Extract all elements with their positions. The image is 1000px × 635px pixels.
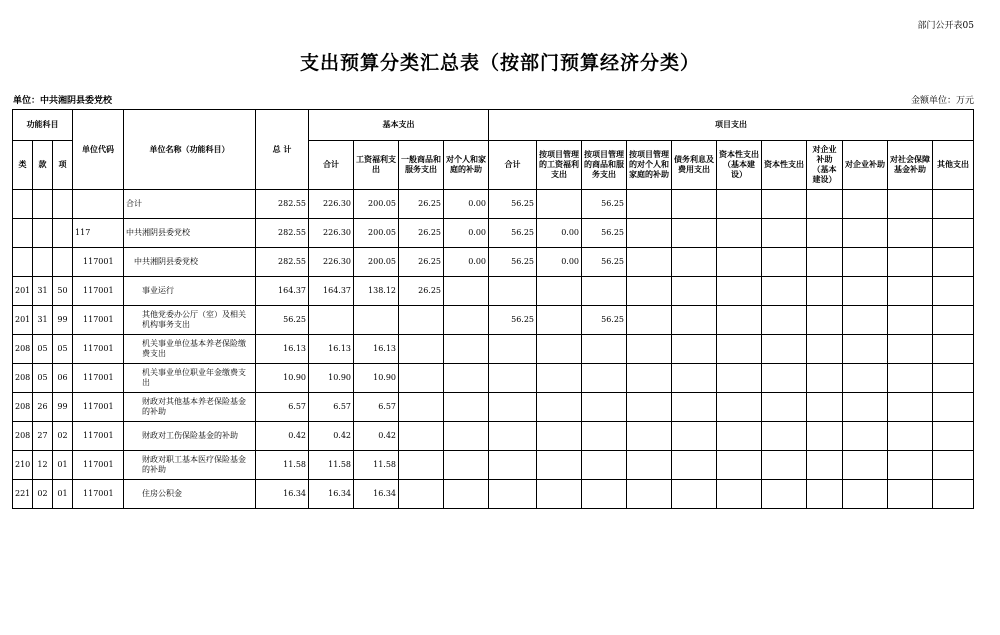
project-col-header: 对社会保障基金补助 bbox=[888, 141, 933, 190]
project-value-cell: 0.00 bbox=[537, 248, 582, 277]
unit-name-header: 单位名称（功能科目） bbox=[124, 110, 256, 190]
project-value-cell bbox=[627, 219, 672, 248]
xiang-cell: 99 bbox=[53, 393, 73, 422]
project-value-cell bbox=[888, 451, 933, 480]
basic-value-cell bbox=[444, 480, 489, 509]
basic-value-cell: 0.00 bbox=[444, 248, 489, 277]
basic-value-cell bbox=[399, 422, 444, 451]
unit-code-cell: 117001 bbox=[73, 277, 124, 306]
unit-name-cell: 事业运行 bbox=[124, 277, 256, 306]
project-value-cell bbox=[537, 335, 582, 364]
basic-value-cell: 200.05 bbox=[354, 190, 399, 219]
total-cell: 282.55 bbox=[256, 248, 309, 277]
project-value-cell bbox=[489, 451, 537, 480]
project-value-cell bbox=[807, 248, 843, 277]
project-col-header: 合计 bbox=[489, 141, 537, 190]
xiang-cell bbox=[53, 248, 73, 277]
project-value-cell bbox=[537, 393, 582, 422]
unit-code-cell: 117001 bbox=[73, 306, 124, 335]
project-value-cell bbox=[843, 480, 888, 509]
project-value-cell bbox=[888, 219, 933, 248]
project-value-cell bbox=[762, 393, 807, 422]
project-value-cell bbox=[933, 219, 974, 248]
xiang-cell: 01 bbox=[53, 480, 73, 509]
project-value-cell bbox=[717, 393, 762, 422]
table-row bbox=[13, 277, 974, 306]
unit-name-cell: 机关事业单位基本养老保险缴费支出 bbox=[124, 335, 256, 364]
unit-code-cell: 117001 bbox=[73, 451, 124, 480]
project-value-cell bbox=[489, 364, 537, 393]
project-value-cell bbox=[672, 451, 717, 480]
xiang-cell: 05 bbox=[53, 335, 73, 364]
basic-value-cell bbox=[444, 277, 489, 306]
kuan-cell bbox=[33, 248, 53, 277]
unit-code-cell: 117001 bbox=[73, 422, 124, 451]
total-cell: 0.42 bbox=[256, 422, 309, 451]
project-value-cell bbox=[843, 248, 888, 277]
project-value-cell bbox=[582, 393, 627, 422]
basic-value-cell: 11.58 bbox=[354, 451, 399, 480]
project-value-cell bbox=[627, 480, 672, 509]
project-value-cell bbox=[672, 364, 717, 393]
project-value-cell bbox=[717, 306, 762, 335]
kuan-cell: 31 bbox=[33, 306, 53, 335]
project-value-cell bbox=[537, 451, 582, 480]
project-value-cell bbox=[933, 480, 974, 509]
unit-label: 单位：中共湘阴县委党校 bbox=[13, 96, 113, 106]
table-row bbox=[13, 248, 974, 277]
project-value-cell bbox=[672, 190, 717, 219]
project-value-cell bbox=[762, 451, 807, 480]
project-value-cell: 0.00 bbox=[537, 219, 582, 248]
project-value-cell bbox=[888, 422, 933, 451]
project-value-cell bbox=[672, 277, 717, 306]
basic-value-cell bbox=[399, 451, 444, 480]
project-value-cell bbox=[843, 277, 888, 306]
unit-code-cell: 117001 bbox=[73, 248, 124, 277]
project-value-cell bbox=[717, 248, 762, 277]
basic-value-cell: 26.25 bbox=[399, 248, 444, 277]
project-value-cell bbox=[627, 248, 672, 277]
basic-value-cell: 226.30 bbox=[309, 248, 354, 277]
unit-name-cell: 财政对职工基本医疗保险基金的补助 bbox=[124, 451, 256, 480]
project-value-cell bbox=[933, 335, 974, 364]
unit-name-cell: 合计 bbox=[124, 190, 256, 219]
project-value-cell bbox=[843, 190, 888, 219]
kuan-cell: 02 bbox=[33, 480, 53, 509]
project-value-cell bbox=[537, 190, 582, 219]
table-row bbox=[13, 480, 974, 509]
unit-code-cell: 117001 bbox=[73, 480, 124, 509]
project-value-cell bbox=[672, 248, 717, 277]
unit-name-cell: 财政对其他基本养老保险基金的补助 bbox=[124, 393, 256, 422]
project-value-cell bbox=[717, 219, 762, 248]
project-expense-header: 项目支出 bbox=[489, 110, 974, 141]
xiang-cell: 99 bbox=[53, 306, 73, 335]
basic-value-cell: 226.30 bbox=[309, 219, 354, 248]
project-value-cell bbox=[672, 393, 717, 422]
project-value-cell bbox=[762, 306, 807, 335]
basic-value-cell bbox=[399, 364, 444, 393]
unit-code-cell: 117001 bbox=[73, 393, 124, 422]
project-value-cell bbox=[888, 364, 933, 393]
project-value-cell bbox=[807, 277, 843, 306]
project-value-cell bbox=[489, 393, 537, 422]
project-value-cell bbox=[627, 306, 672, 335]
total-cell: 282.55 bbox=[256, 219, 309, 248]
project-value-cell bbox=[807, 306, 843, 335]
total-header: 总 计 bbox=[256, 110, 309, 190]
project-col-header: 对企业补助 bbox=[843, 141, 888, 190]
kuan-cell: 05 bbox=[33, 335, 53, 364]
unit-code-header: 单位代码 bbox=[73, 110, 124, 190]
basic-value-cell: 10.90 bbox=[309, 364, 354, 393]
basic-value-cell: 26.25 bbox=[399, 277, 444, 306]
lei-cell bbox=[13, 248, 33, 277]
basic-value-cell: 138.12 bbox=[354, 277, 399, 306]
project-value-cell bbox=[489, 277, 537, 306]
xiang-header: 项 bbox=[53, 141, 73, 190]
xiang-cell bbox=[53, 190, 73, 219]
project-value-cell bbox=[582, 364, 627, 393]
total-cell: 10.90 bbox=[256, 364, 309, 393]
total-cell: 282.55 bbox=[256, 190, 309, 219]
project-col-header: 资本性支出 bbox=[762, 141, 807, 190]
total-cell: 11.58 bbox=[256, 451, 309, 480]
basic-value-cell: 16.13 bbox=[354, 335, 399, 364]
project-value-cell bbox=[933, 364, 974, 393]
project-value-cell bbox=[888, 335, 933, 364]
project-value-cell bbox=[537, 422, 582, 451]
total-cell: 16.34 bbox=[256, 480, 309, 509]
project-value-cell bbox=[843, 451, 888, 480]
project-value-cell bbox=[627, 422, 672, 451]
basic-value-cell: 10.90 bbox=[354, 364, 399, 393]
project-value-cell bbox=[717, 451, 762, 480]
project-value-cell bbox=[888, 248, 933, 277]
basic-value-cell: 164.37 bbox=[309, 277, 354, 306]
lei-cell: 201 bbox=[13, 306, 33, 335]
project-value-cell bbox=[933, 422, 974, 451]
project-value-cell bbox=[672, 422, 717, 451]
project-value-cell bbox=[762, 219, 807, 248]
kuan-cell: 27 bbox=[33, 422, 53, 451]
kuan-cell: 31 bbox=[33, 277, 53, 306]
project-value-cell bbox=[807, 451, 843, 480]
project-value-cell bbox=[843, 219, 888, 248]
project-value-cell bbox=[807, 190, 843, 219]
basic-value-cell: 200.05 bbox=[354, 248, 399, 277]
basic-value-cell bbox=[444, 451, 489, 480]
basic-value-cell: 16.34 bbox=[354, 480, 399, 509]
project-value-cell bbox=[807, 393, 843, 422]
xiang-cell: 01 bbox=[53, 451, 73, 480]
project-value-cell bbox=[807, 364, 843, 393]
project-value-cell bbox=[489, 480, 537, 509]
basic-value-cell: 0.00 bbox=[444, 219, 489, 248]
unit-code-cell: 117001 bbox=[73, 364, 124, 393]
xiang-cell: 50 bbox=[53, 277, 73, 306]
project-value-cell bbox=[933, 190, 974, 219]
project-value-cell bbox=[933, 277, 974, 306]
kuan-header: 款 bbox=[33, 141, 53, 190]
unit-code-cell: 117 bbox=[73, 219, 124, 248]
project-value-cell: 56.25 bbox=[489, 248, 537, 277]
basic-value-cell: 226.30 bbox=[309, 190, 354, 219]
basic-value-cell: 6.57 bbox=[354, 393, 399, 422]
project-value-cell bbox=[888, 190, 933, 219]
project-value-cell bbox=[627, 277, 672, 306]
basic-expense-header: 基本支出 bbox=[309, 110, 489, 141]
kuan-cell bbox=[33, 190, 53, 219]
basic-col-header: 一般商品和服务支出 bbox=[399, 141, 444, 190]
project-value-cell bbox=[537, 306, 582, 335]
lei-cell: 221 bbox=[13, 480, 33, 509]
project-value-cell bbox=[489, 422, 537, 451]
project-value-cell bbox=[537, 364, 582, 393]
project-value-cell bbox=[672, 335, 717, 364]
basic-value-cell bbox=[444, 393, 489, 422]
unit-name-cell: 机关事业单位职业年金缴费支出 bbox=[124, 364, 256, 393]
project-value-cell: 56.25 bbox=[489, 190, 537, 219]
basic-col-header: 合计 bbox=[309, 141, 354, 190]
table-row bbox=[13, 335, 974, 364]
project-value-cell bbox=[627, 451, 672, 480]
project-value-cell bbox=[843, 364, 888, 393]
project-value-cell bbox=[762, 277, 807, 306]
project-value-cell bbox=[717, 335, 762, 364]
unit-name-cell: 中共湘阴县委党校 bbox=[124, 248, 256, 277]
project-value-cell bbox=[807, 422, 843, 451]
kuan-cell: 12 bbox=[33, 451, 53, 480]
project-value-cell bbox=[582, 422, 627, 451]
project-value-cell bbox=[717, 422, 762, 451]
basic-value-cell bbox=[444, 335, 489, 364]
kuan-cell bbox=[33, 219, 53, 248]
amount-unit-label: 金额单位：万元 bbox=[910, 96, 974, 106]
project-value-cell: 56.25 bbox=[582, 219, 627, 248]
project-value-cell bbox=[843, 335, 888, 364]
project-value-cell bbox=[582, 480, 627, 509]
basic-value-cell bbox=[399, 306, 444, 335]
basic-value-cell: 26.25 bbox=[399, 190, 444, 219]
xiang-cell: 06 bbox=[53, 364, 73, 393]
project-value-cell bbox=[762, 364, 807, 393]
kuan-cell: 26 bbox=[33, 393, 53, 422]
basic-value-cell: 11.58 bbox=[309, 451, 354, 480]
project-value-cell bbox=[672, 480, 717, 509]
project-value-cell bbox=[807, 335, 843, 364]
xiang-cell: 02 bbox=[53, 422, 73, 451]
basic-value-cell bbox=[309, 306, 354, 335]
lei-cell: 208 bbox=[13, 422, 33, 451]
table-row bbox=[13, 219, 974, 248]
project-value-cell bbox=[672, 306, 717, 335]
unit-name-cell: 中共湘阴县委党校 bbox=[124, 219, 256, 248]
table-row bbox=[13, 451, 974, 480]
project-value-cell bbox=[627, 393, 672, 422]
project-col-header: 资本性支出（基本建设） bbox=[717, 141, 762, 190]
basic-value-cell: 0.00 bbox=[444, 190, 489, 219]
project-value-cell bbox=[627, 335, 672, 364]
project-value-cell bbox=[627, 364, 672, 393]
basic-col-header: 对个人和家庭的补助 bbox=[444, 141, 489, 190]
project-value-cell bbox=[762, 335, 807, 364]
basic-value-cell: 200.05 bbox=[354, 219, 399, 248]
lei-cell bbox=[13, 219, 33, 248]
unit-name-cell: 住房公积金 bbox=[124, 480, 256, 509]
project-value-cell: 56.25 bbox=[582, 306, 627, 335]
basic-value-cell: 16.34 bbox=[309, 480, 354, 509]
basic-value-cell bbox=[444, 422, 489, 451]
project-value-cell bbox=[807, 219, 843, 248]
unit-code-cell bbox=[73, 190, 124, 219]
project-value-cell bbox=[888, 480, 933, 509]
project-col-header: 按项目管理的商品和服务支出 bbox=[582, 141, 627, 190]
project-col-header: 债务利息及费用支出 bbox=[672, 141, 717, 190]
project-value-cell bbox=[717, 480, 762, 509]
lei-cell: 208 bbox=[13, 335, 33, 364]
lei-header: 类 bbox=[13, 141, 33, 190]
project-value-cell bbox=[672, 219, 717, 248]
project-value-cell bbox=[933, 248, 974, 277]
unit-name-cell: 财政对工伤保险基金的补助 bbox=[124, 422, 256, 451]
lei-cell: 210 bbox=[13, 451, 33, 480]
lei-cell: 208 bbox=[13, 393, 33, 422]
basic-value-cell bbox=[354, 306, 399, 335]
project-col-header: 按项目管理的工资福利支出 bbox=[537, 141, 582, 190]
page-title: 支出预算分类汇总表（按部门预算经济分类） bbox=[299, 52, 700, 74]
table-row bbox=[13, 190, 974, 219]
kuan-cell: 05 bbox=[33, 364, 53, 393]
budget-table bbox=[12, 109, 974, 509]
project-value-cell: 56.25 bbox=[582, 248, 627, 277]
project-col-header: 对企业补助（基本建设） bbox=[807, 141, 843, 190]
table-row bbox=[13, 306, 974, 335]
basic-value-cell bbox=[399, 480, 444, 509]
project-value-cell bbox=[582, 277, 627, 306]
project-value-cell bbox=[843, 393, 888, 422]
basic-value-cell bbox=[444, 364, 489, 393]
project-value-cell bbox=[582, 335, 627, 364]
project-value-cell bbox=[843, 422, 888, 451]
project-value-cell bbox=[888, 277, 933, 306]
project-value-cell bbox=[933, 451, 974, 480]
project-value-cell bbox=[627, 190, 672, 219]
project-value-cell bbox=[582, 451, 627, 480]
total-cell: 164.37 bbox=[256, 277, 309, 306]
lei-cell: 208 bbox=[13, 364, 33, 393]
project-value-cell bbox=[933, 393, 974, 422]
total-cell: 6.57 bbox=[256, 393, 309, 422]
project-value-cell bbox=[888, 393, 933, 422]
table-row bbox=[13, 422, 974, 451]
table-row bbox=[13, 364, 974, 393]
xiang-cell bbox=[53, 219, 73, 248]
basic-value-cell bbox=[399, 335, 444, 364]
total-cell: 16.13 bbox=[256, 335, 309, 364]
project-value-cell: 56.25 bbox=[582, 190, 627, 219]
project-value-cell bbox=[843, 306, 888, 335]
project-value-cell: 56.25 bbox=[489, 306, 537, 335]
project-value-cell bbox=[537, 480, 582, 509]
project-value-cell bbox=[933, 306, 974, 335]
basic-value-cell: 26.25 bbox=[399, 219, 444, 248]
project-value-cell bbox=[717, 190, 762, 219]
basic-value-cell: 0.42 bbox=[354, 422, 399, 451]
project-value-cell bbox=[762, 190, 807, 219]
basic-col-header: 工资福利支出 bbox=[354, 141, 399, 190]
basic-value-cell bbox=[444, 306, 489, 335]
lei-cell: 201 bbox=[13, 277, 33, 306]
project-col-header: 其他支出 bbox=[933, 141, 974, 190]
project-value-cell bbox=[762, 422, 807, 451]
lei-cell bbox=[13, 190, 33, 219]
unit-code-cell: 117001 bbox=[73, 335, 124, 364]
project-value-cell bbox=[717, 277, 762, 306]
basic-value-cell: 16.13 bbox=[309, 335, 354, 364]
project-value-cell bbox=[537, 277, 582, 306]
table-number-label: 部门公开表05 bbox=[917, 21, 974, 31]
project-value-cell: 56.25 bbox=[489, 219, 537, 248]
project-value-cell bbox=[489, 335, 537, 364]
project-value-cell bbox=[762, 248, 807, 277]
project-value-cell bbox=[762, 480, 807, 509]
basic-value-cell bbox=[399, 393, 444, 422]
total-cell: 56.25 bbox=[256, 306, 309, 335]
project-value-cell bbox=[807, 480, 843, 509]
table-row bbox=[13, 393, 974, 422]
project-value-cell bbox=[888, 306, 933, 335]
basic-value-cell: 0.42 bbox=[309, 422, 354, 451]
unit-name-cell: 其他党委办公厅（室）及相关机构事务支出 bbox=[124, 306, 256, 335]
project-col-header: 按项目管理的对个人和家庭的补助 bbox=[627, 141, 672, 190]
func-subject-header: 功能科目 bbox=[13, 110, 73, 141]
project-value-cell bbox=[717, 364, 762, 393]
basic-value-cell: 6.57 bbox=[309, 393, 354, 422]
